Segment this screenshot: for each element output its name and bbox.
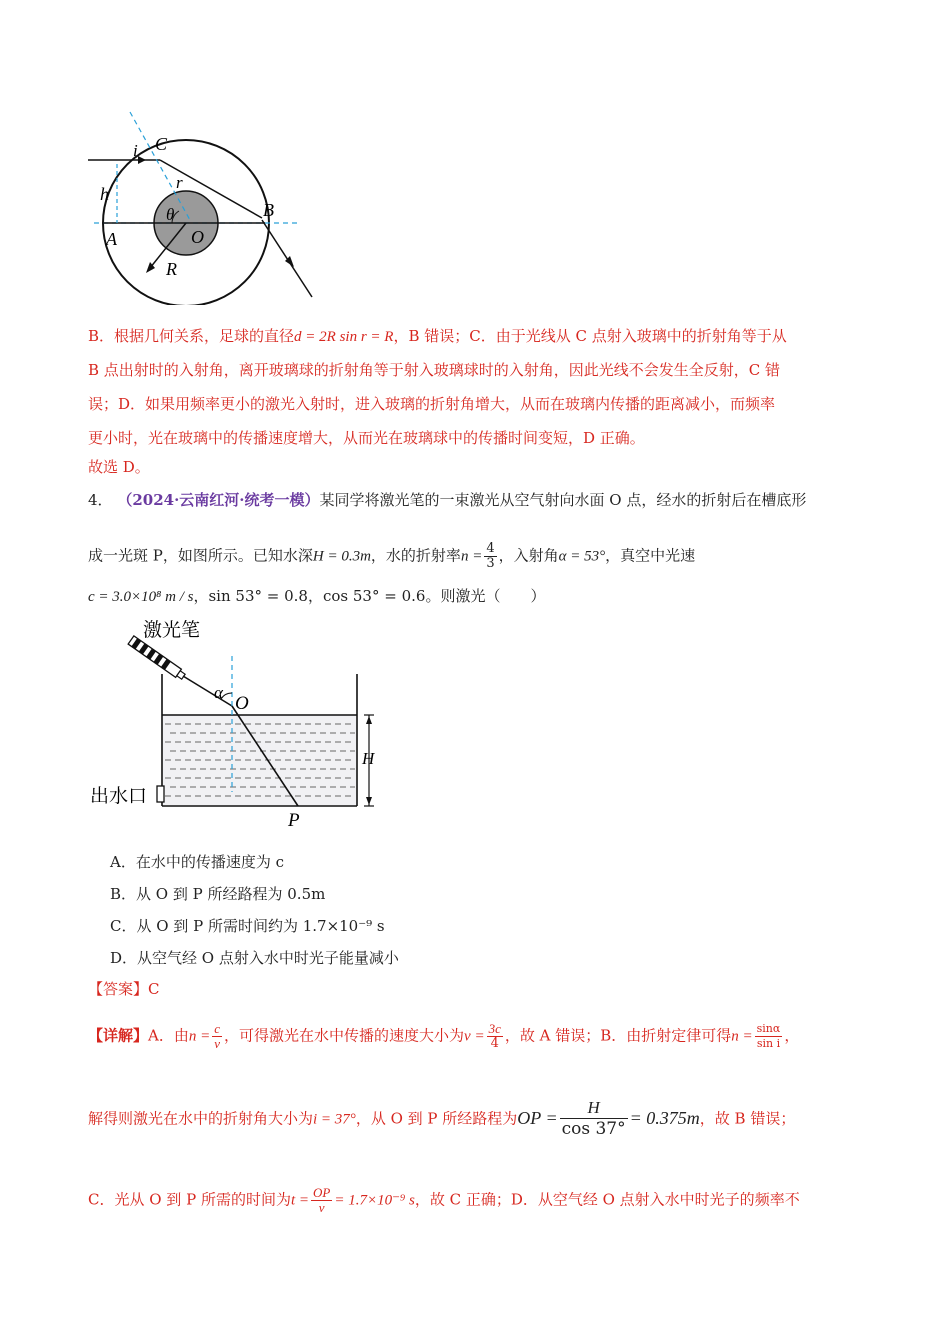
water-tank-diagram (85, 612, 385, 834)
option-d: D．从空气经 O 点射入水中时光子能量减小 (110, 949, 399, 967)
light-speed-value: c = 3.0×10⁸ m / s (88, 589, 194, 605)
diameter-formula: d = 2R sin r = R (294, 329, 394, 345)
time-value: = 1.7×10⁻⁹ s (334, 1192, 415, 1209)
question-stem-line-3: c = 3.0×10⁸ m / s，sin 53° = 0.8，cos 53° = 0.6。则激光（ ） (88, 587, 546, 605)
incident-arrow (138, 156, 146, 164)
label-alpha: α (214, 683, 223, 702)
refraction-angle: i = 37° (313, 1111, 356, 1128)
prev-explanation-line-1: B．根据几何关系，足球的直径d = 2R sin r = R，B 错误；C．由于光线从 C 点射入玻璃中的折射角等于从 (88, 327, 787, 345)
option-a: A．在水中的传播速度为 c (110, 853, 285, 871)
sin-value: sin 53° = 0.8 (208, 587, 308, 605)
label-a: A (106, 229, 117, 249)
prev-explanation-line-3: 误；D．如果用频率更小的激光入射时，进入玻璃的折射角增大，从而在玻璃内传播的距离减小，而频率 (88, 395, 776, 413)
label-theta: θ (166, 205, 175, 224)
v-three-c-over-four: $\frac{3c}{4}$ (488, 1021, 501, 1051)
op-value: = 0.375m (629, 1107, 700, 1128)
answer-label: 【答案】C (88, 980, 160, 998)
laser-pen-icon (128, 636, 186, 681)
prev-conclusion: 故选 D。 (88, 458, 150, 476)
question-number: 4． (88, 491, 113, 509)
laser-beam-air (183, 676, 232, 706)
option-c: C．从 O 到 P 所需时间约为 1.7×10⁻⁹ s (110, 917, 385, 935)
exit-ray (262, 220, 312, 297)
detail-line-2: 解得则激光在水中的折射角大小为i = 37°，从 O 到 P 所经路程为OP = $\frac{H}{\cos 37^\circ}$ = 0.375m，故 B 错误； (88, 1098, 796, 1139)
sphere-diagram (80, 110, 320, 305)
prev-explanation-line-2: B 点出射时的入射角，离开玻璃球的折射角等于射入玻璃球时的入射角，因此光线不会发生全反射，C 错 (88, 361, 781, 379)
label-o-point: O (235, 693, 249, 714)
label-laser-pen: 激光笔 (143, 619, 201, 641)
question-source: （2024·云南红河·统考一模） (117, 491, 320, 509)
question-stem-line-1: 4． （2024·云南红河·统考一模）某同学将激光笔的一束激光从空气射向水面 O 点，经水的折射后在槽底形 (88, 491, 807, 509)
label-outlet: 出水口 (90, 785, 148, 807)
refractive-index-fraction: $\frac{4}{3}$ (486, 541, 495, 571)
detail-label: 【详解】 (88, 1026, 149, 1045)
label-r-radius: R (166, 259, 177, 279)
incident-angle-value: α = 53° (558, 548, 606, 565)
label-r: r (176, 173, 183, 192)
label-b: B (263, 200, 274, 220)
detail-line-3: C．光从 O 到 P 所需的时间为t = $\frac{OP}{v}$ = 1.7×10⁻⁹ s，故 C 正确；D．从空气经 O 点射入水中时光子的频率不 (88, 1185, 800, 1215)
water-outlet (157, 786, 164, 802)
depth-value: H = 0.3m (312, 548, 371, 565)
cos-value: cos 53° = 0.6 (322, 587, 426, 605)
label-p-spot: P (288, 810, 300, 831)
label-c: C (155, 134, 168, 154)
question-stem-line-2: 成一光斑 P，如图所示。已知水深H = 0.3m，水的折射率n = $\frac{4}{3}$ ，入射角α = 53°，真空中光速 (88, 541, 696, 571)
time-fraction: $\frac{OP}{v}$ (313, 1185, 331, 1215)
op-fraction: $\frac{H}{\cos 37^\circ}$ (561, 1098, 626, 1139)
label-h: h (100, 184, 109, 204)
snell-fraction: $\frac{\sin\alpha}{\text{sin i}}$ (756, 1022, 781, 1050)
n-c-over-v: $\frac{c}{v}$ (214, 1021, 221, 1051)
option-b: B．从 O 到 P 所经路程为 0.5m (110, 885, 326, 903)
label-i: i (133, 141, 138, 160)
label-h-depth: H (362, 749, 375, 768)
prev-explanation-line-4: 更小时，光在玻璃中的传播速度增大，从而光在玻璃球中的传播时间变短，D 正确。 (88, 429, 645, 447)
detail-line-1: 【详解】A．由n = $\frac{c}{v}$ ，可得激光在水中传播的速度大小为v = $\frac{3c}{4}$ ，故 A 错误；B．由折射定律可得n = $\frac{\sin\alpha}{\text{sin i}}$ ， (88, 1021, 800, 1051)
label-o: O (191, 227, 204, 247)
